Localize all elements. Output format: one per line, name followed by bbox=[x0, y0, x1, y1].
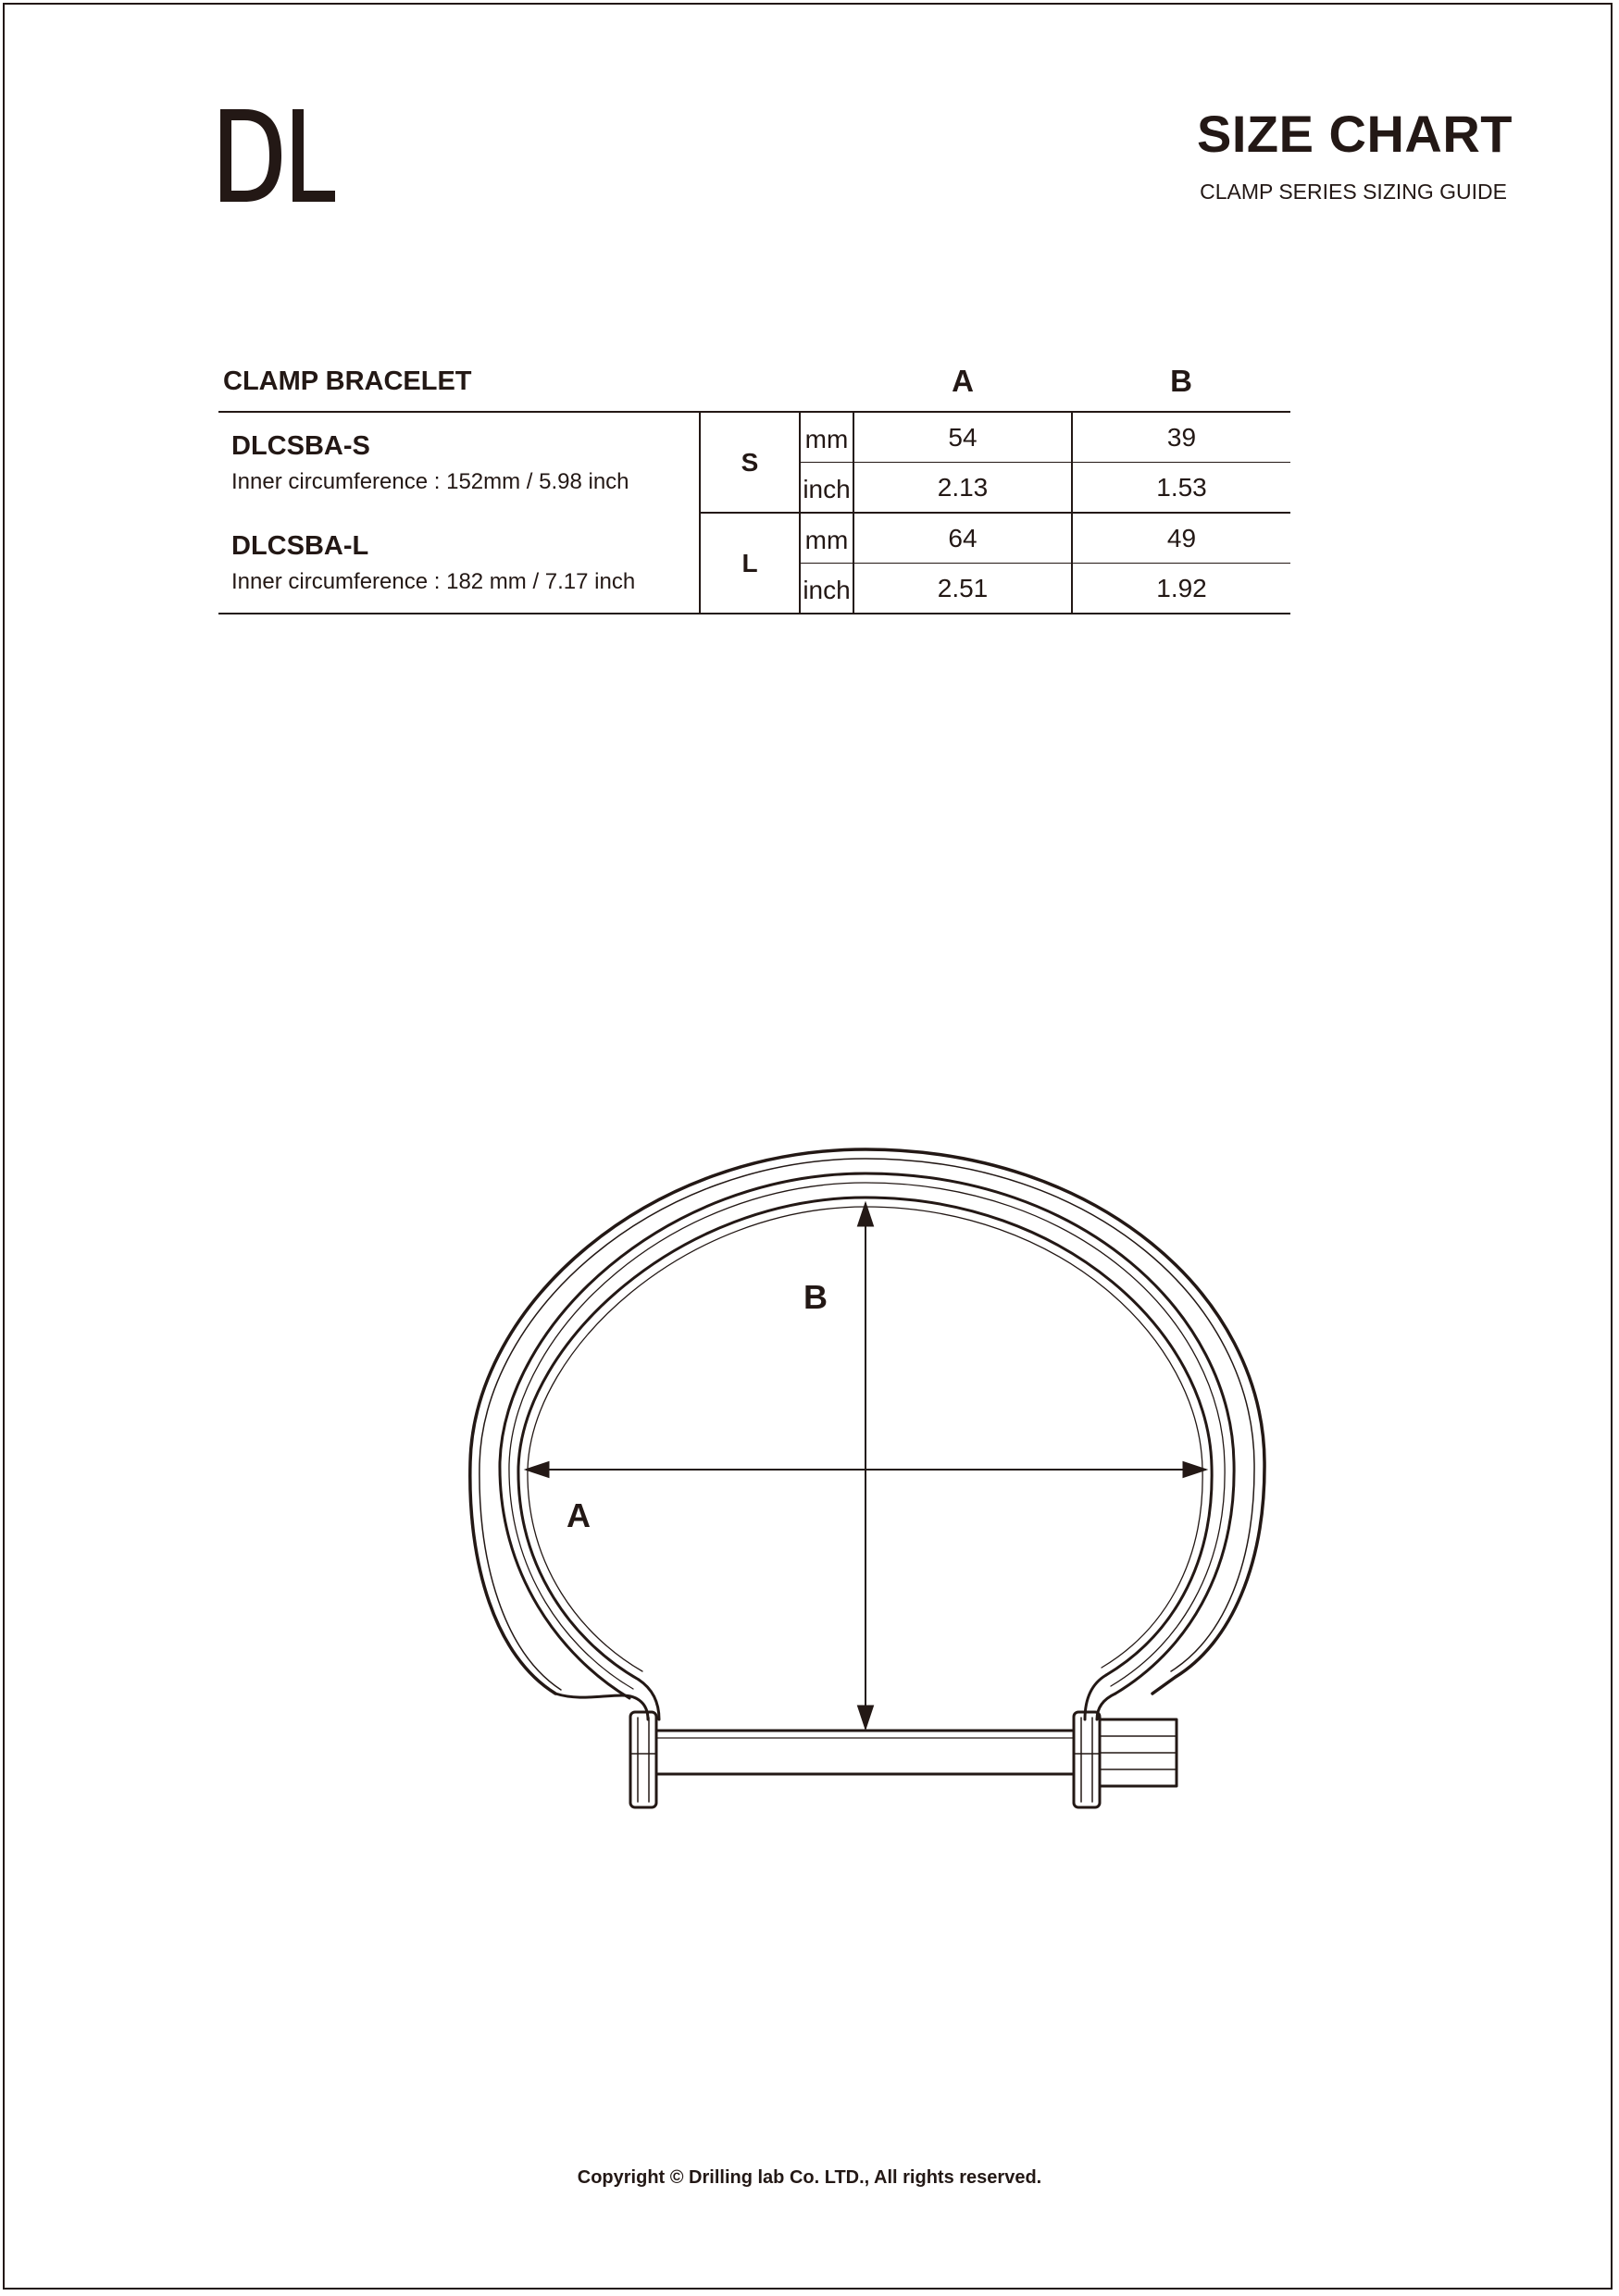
table-row bbox=[218, 412, 1290, 463]
size-label: L bbox=[700, 513, 800, 614]
bracelet-outline bbox=[470, 1149, 1264, 1807]
value-a-mm: 64 bbox=[853, 513, 1072, 564]
dimension-b-label: B bbox=[803, 1278, 828, 1316]
dl-logo bbox=[218, 109, 337, 202]
unit-label-inch: inch bbox=[800, 564, 853, 614]
value-b-inch: 1.92 bbox=[1072, 564, 1290, 614]
product-column-header: CLAMP BRACELET bbox=[218, 352, 700, 412]
product-name: DLCSBA-S bbox=[231, 430, 370, 461]
unit-label-mm: mm bbox=[800, 513, 853, 564]
product-name: DLCSBA-L bbox=[231, 530, 369, 561]
value-a-inch: 2.13 bbox=[853, 463, 1072, 514]
product-cell bbox=[218, 513, 700, 614]
page-subtitle: CLAMP SERIES SIZING GUIDE bbox=[1200, 180, 1507, 204]
size-table bbox=[218, 352, 1290, 614]
table-header-row bbox=[218, 352, 1290, 412]
product-description: Inner circumference : 152mm / 5.98 inch bbox=[231, 468, 629, 494]
table-row bbox=[218, 513, 1290, 564]
value-a-inch: 2.51 bbox=[853, 564, 1072, 614]
column-b-header: B bbox=[1072, 352, 1290, 412]
product-cell bbox=[218, 412, 700, 513]
clamp-bracelet-diagram bbox=[444, 1129, 1296, 1832]
page-title: SIZE CHART bbox=[1197, 105, 1513, 163]
column-a-header: A bbox=[853, 352, 1072, 412]
value-b-mm: 49 bbox=[1072, 513, 1290, 564]
copyright-footer: Copyright © Drilling lab Co. LTD., All rights reserved. bbox=[577, 2167, 1042, 2188]
unit-label-mm: mm bbox=[800, 412, 853, 463]
value-b-inch: 1.53 bbox=[1072, 463, 1290, 514]
unit-label-inch: inch bbox=[800, 463, 853, 514]
value-a-mm: 54 bbox=[853, 412, 1072, 463]
dimension-a-label: A bbox=[567, 1496, 591, 1534]
product-description: Inner circumference : 182 mm / 7.17 inch bbox=[231, 568, 636, 594]
size-label: S bbox=[700, 412, 800, 513]
value-b-mm: 39 bbox=[1072, 412, 1290, 463]
